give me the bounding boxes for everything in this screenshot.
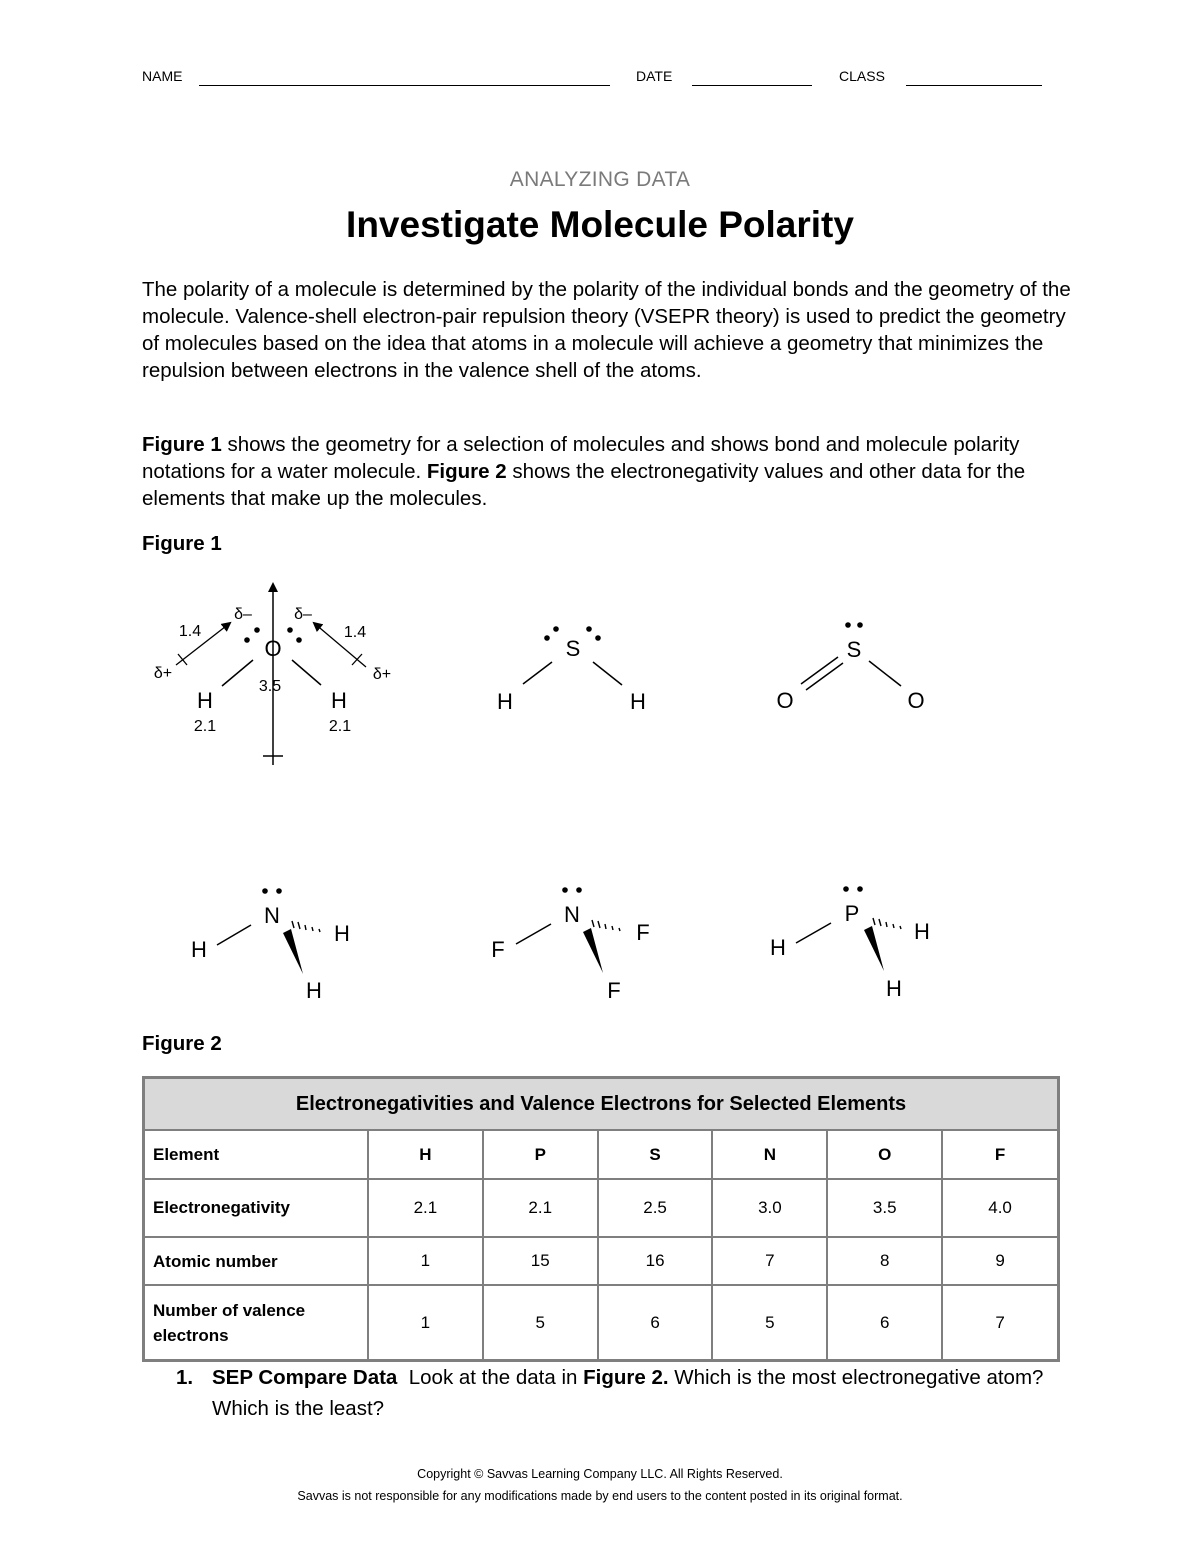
nh3-left-atom: H [191, 937, 207, 962]
table-cell: 7 [942, 1285, 1058, 1360]
water-left-delta-plus: δ+ [153, 665, 173, 682]
figure-1-ref: Figure 1 [142, 433, 222, 456]
nh3-molecule [191, 888, 350, 1003]
h2s-center-atom: S [565, 636, 581, 661]
table-cell: 16 [598, 1237, 713, 1285]
table-cell: 1 [368, 1237, 483, 1285]
ph3-molecule [770, 886, 930, 1001]
nh3-bottom-atom: H [306, 978, 322, 1003]
table-cell: 4.0 [942, 1179, 1058, 1237]
figure-1-label: Figure 1 [142, 532, 222, 555]
water-right-delta-plus: δ+ [372, 666, 392, 683]
nf3-bottom-atom: F [607, 978, 621, 1003]
water-left-bond-value: 1.4 [178, 623, 202, 640]
table-row [144, 1179, 1059, 1237]
table-cell: 5 [712, 1285, 827, 1360]
footer-disclaimer: Savvas is not responsible for any modifications made by end users to the content posted in its original format. [297, 1489, 903, 1503]
table-cell: 3.5 [827, 1179, 942, 1237]
question-1 [176, 1362, 1076, 1424]
water-right-delta-minus: δ– [294, 606, 312, 623]
figure-1-molecules [0, 570, 1200, 1030]
nh3-right-atom: H [334, 921, 350, 946]
section-subtitle: ANALYZING DATA [509, 168, 691, 191]
figure-2-ref: Figure 2 [426, 460, 507, 483]
table-cell: 1 [368, 1285, 483, 1360]
row-header: Electronegativity [144, 1179, 369, 1237]
nf3-right-atom: F [636, 920, 650, 945]
row-header: Element [144, 1130, 369, 1178]
table-cell: 2.1 [368, 1179, 483, 1237]
ph3-bottom-atom: H [886, 976, 902, 1001]
table-cell: 15 [483, 1237, 598, 1285]
water-right-en: 2.1 [328, 718, 352, 735]
page-title: Investigate Molecule Polarity [346, 204, 854, 245]
table-header-row [144, 1130, 1059, 1178]
table-cell: 5 [483, 1285, 598, 1360]
question-tag: SEP Compare Data [212, 1366, 398, 1389]
ph3-right-atom: H [914, 919, 930, 944]
question-text: SEP Compare Data Look at the data in Figure 2. Which is the most electronegative atom? Which is the least? [212, 1366, 1044, 1420]
so2-left-atom: O [776, 688, 794, 713]
h2s-molecule [497, 626, 646, 714]
water-left-en: 2.1 [193, 718, 217, 735]
h2s-right-atom: H [630, 689, 646, 714]
row-header: Atomic number [144, 1237, 369, 1285]
nf3-left-atom: F [491, 937, 505, 962]
question-figure-ref: Figure 2. [583, 1366, 669, 1389]
table-cell: H [368, 1130, 483, 1178]
question-number: 1. [176, 1366, 194, 1389]
water-right-bond-value: 1.4 [343, 624, 367, 641]
intro-paragraph: The polarity of a molecule is determined by the polarity of the individual bonds and the geometry of the molecule. Valence-shell electron-pair repulsion theory (VSEPR theory) is used to predict the geometry of molecules based on the idea that atoms in a molecule will achieve a geometry that minimizes the repulsion between electrons in the valence shell of the atoms. [142, 278, 1071, 382]
class-field[interactable] [906, 85, 1042, 86]
class-label: CLASS [839, 68, 885, 84]
date-field[interactable] [692, 85, 812, 86]
table-cell: 2.5 [598, 1179, 713, 1237]
name-label: NAME [142, 68, 183, 84]
h2s-left-atom: H [497, 689, 513, 714]
table-row [144, 1237, 1059, 1285]
nf3-center-atom: N [564, 902, 580, 927]
water-molecule [154, 584, 391, 765]
nh3-center-atom: N [264, 903, 280, 928]
table-cell: 6 [598, 1285, 713, 1360]
row-header: Number of valence electrons [144, 1285, 369, 1360]
table-cell: N [712, 1130, 827, 1178]
water-center-en: 3.5 [258, 678, 282, 695]
so2-right-atom: O [907, 688, 925, 713]
table-cell: 3.0 [712, 1179, 827, 1237]
table-caption: Electronegativities and Valence Electrons for Selected Elements [144, 1078, 1059, 1131]
table-cell: 6 [827, 1285, 942, 1360]
electronegativity-table [142, 1076, 1060, 1362]
name-field[interactable] [199, 85, 610, 86]
water-left-delta-minus: δ– [234, 606, 252, 623]
table-cell: 9 [942, 1237, 1058, 1285]
nf3-molecule [491, 887, 649, 1003]
table-row [144, 1285, 1059, 1360]
table-cell: 2.1 [483, 1179, 598, 1237]
figure-2-label: Figure 2 [142, 1032, 222, 1055]
water-left-atom: H [197, 688, 213, 713]
table-cell: 8 [827, 1237, 942, 1285]
table-cell: O [827, 1130, 942, 1178]
water-center-atom: O [264, 636, 282, 661]
date-label: DATE [636, 68, 673, 84]
table-cell: S [598, 1130, 713, 1178]
so2-molecule [776, 622, 924, 713]
ph3-left-atom: H [770, 935, 786, 960]
table-cell: 7 [712, 1237, 827, 1285]
figures-paragraph: Figure 1 shows the geometry for a selection of molecules and shows bond and molecule polarity notations for a water molecule. Figure 2 shows the electronegativity values and other data for the elements that make up the molecules. [142, 433, 1026, 510]
ph3-center-atom: P [844, 901, 860, 926]
so2-center-atom: S [846, 637, 862, 662]
table-cell: P [483, 1130, 598, 1178]
table-cell: F [942, 1130, 1058, 1178]
footer-copyright: Copyright © Savvas Learning Company LLC. All Rights Reserved. [417, 1467, 783, 1481]
water-right-atom: H [331, 688, 347, 713]
